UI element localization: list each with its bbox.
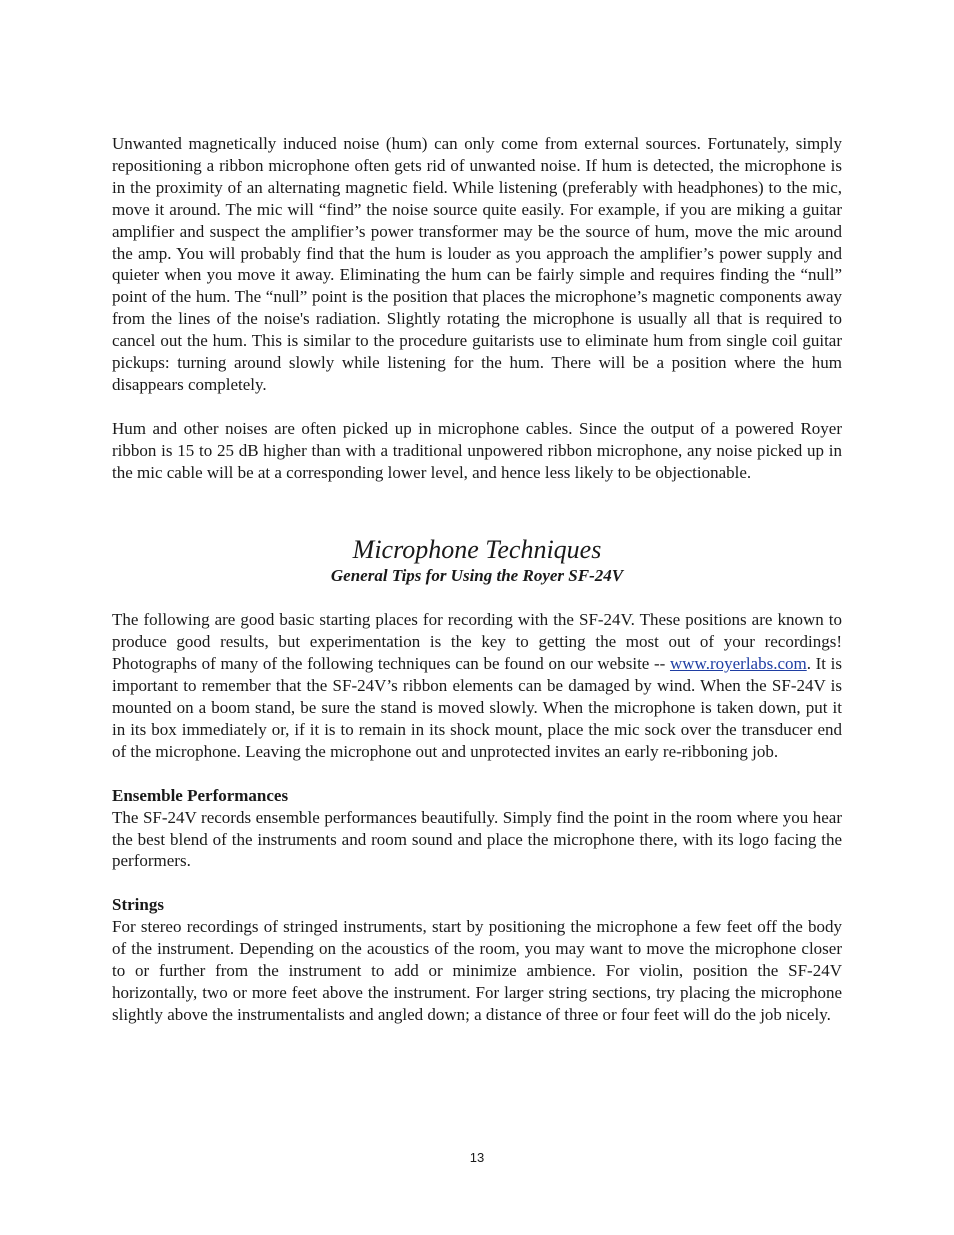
section-heading [112, 535, 842, 587]
document-page [112, 133, 842, 1026]
page-number: 13 [469, 1150, 485, 1165]
section-subtitle: General Tips for Using the Royer SF-24V [330, 566, 624, 586]
subsection-strings [112, 894, 842, 1025]
paragraph-cable-noise: Hum and other noises are often picked up in microphone cables. Since the output of a powered Royer ribbon is 15 to 25 dB higher than with a traditional unpowered ribbon microphone, any noise picked up in the mic cable will be at a corresponding lower level, and hence less likely to be objectionable. [112, 418, 842, 482]
section-title: Microphone Techniques [352, 535, 602, 565]
paragraph-techniques-intro [112, 609, 842, 762]
intro-text-before-link: The following are good basic starting places for recording with the SF-24V. These positions are known to produce good results, but experimentation is the key to getting the most out of your recordings! Photographs of many of the following techniques can be found on our website -- [112, 610, 842, 674]
royerlabs-website-link[interactable]: www.royerlabs.com [669, 654, 807, 674]
intro-text-after-link: . It is important to remember that the SF-24V’s ribbon elements can be damaged by wind. When the SF-24V is mounted on a boom stand, be sure the stand is moved slowly. When the microphone is taken down, put it in its box immediately or, if it is to remain in its shock mount, place the mic sock over the transducer end of the microphone. Leaving the microphone out and unprotected invites an early re-ribboning job. [112, 654, 842, 761]
subsection-body-strings: For stereo recordings of stringed instruments, start by positioning the microphone a few feet off the body of the instrument. Depending on the acoustics of the room, you may want to move the microphone closer to or further from the instrument to add or minimize ambience. For violin, position the SF-24V horizontally, two or more feet above the instrument. For larger string sections, try placing the microphone slightly above the instrumentalists and angled down; a distance of three or four feet will do the job nicely. [112, 917, 842, 1024]
subsection-ensemble [112, 785, 842, 873]
paragraph-hum-noise: Unwanted magnetically induced noise (hum) can only come from external sources. Fortunately, simply repositioning a ribbon microphone often gets rid of unwanted noise. If hum is detected, the microphone is in the proximity of an alternating magnetic field. While listening (preferably with headphones) to the mic, move it around. The mic will “find” the noise source quite easily. For example, if you are miking a guitar amplifier and suspect the amplifier’s power transformer may be the source of hum, move the mic around the amp. You will probably find that the hum is louder as you approach the amplifier’s power supply and quieter when you move it away. Eliminating the hum can be fairly simple and requires finding the “null” point of the hum. The “null” point is the position that places the microphone’s magnetic components away from the lines of the noise's radiation. Slightly rotating the microphone is usually all that is required to cancel out the hum. This is similar to the procedure guitarists use to eliminate hum from single coil guitar pickups: turning around slowly while listening for the hum. There will be a position where the hum disappears completely. [112, 134, 842, 394]
subsection-body-ensemble: The SF-24V records ensemble performances beautifully. Simply find the point in the room where you hear the best blend of the instruments and room sound and place the microphone there, with its logo facing the performers. [112, 807, 842, 871]
subsection-heading-ensemble: Ensemble Performances [112, 785, 289, 805]
subsection-heading-strings: Strings [112, 895, 164, 915]
